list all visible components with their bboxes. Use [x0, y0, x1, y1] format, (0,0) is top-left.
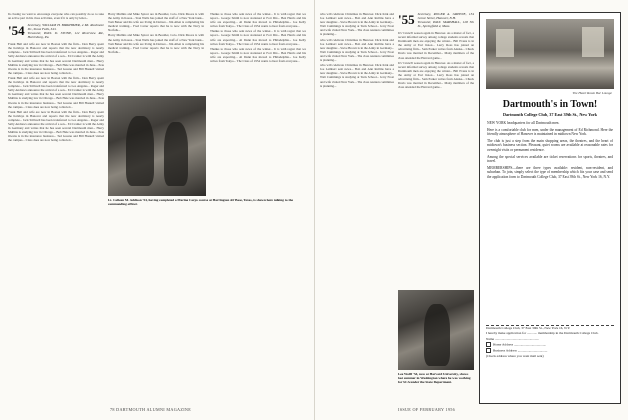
- form-business-field[interactable]: Business Address ...................................: [486, 348, 614, 354]
- form-home-label: Home Address: [493, 342, 514, 347]
- class-mark-55: '55: [398, 12, 415, 27]
- left-column-1: [8, 12, 104, 402]
- right-column-2: [398, 12, 474, 292]
- photo-caption: Lee Wolff '54, now at Harvard University, shows last summer in Washington where he was working for SCA under the State Department.: [398, 372, 471, 385]
- class-notes: Frank Hall and wife are now in Boston with the firm... Don Berry spent the holidays in Hanover and reports that the new dormitory is nearly complete... Jack Stillwell has been transferred to Los Angeles... Roger and Sally Andrews announce the arrival of a son... Ed Cramer is with the Army in Germany and writes that he has seen several Dartmouth men... Harry Mullins is studying law in Chicago... Bob Hale was married in June... Pete Owens is in the insurance business... Ted Greene and Bill Haskell visited the campus... Class dues are now being collected...: [8, 42, 104, 75]
- class-secretary: Secretary, WILLIAM H. BIRKHIMER, 4 Mt. Rushmore Dr., Sioux Falls, S.D.: [27, 23, 104, 32]
- form-note: (Check address where you want mail sent): [486, 353, 544, 358]
- class-notes: who will celebrate Christmas in Hanover. Dick Kirk and Joe Lambert sent news... Bob and Ann Rollins have a new daughter... Steve Brown is in the Army in Germany... Walt Cummings is studying at Tuck School... Jerry Frost and wife visited New York... The class reunion committee is planning...: [320, 12, 394, 37]
- class-notes: It's 'Crunch' season again in Hanover. As a matter of fact, a recent informal survey among college students reveals that Dartmouth men are enjoying the winter... Bill Evans is in the Army at Fort Knox... Larry Ross has joined an advertising firm... Sam Parker writes from Alaska... Chuck Davis was married in December... Many members of the class attended the Harvard game...: [398, 31, 474, 60]
- form-business-label: Business Address: [493, 348, 517, 353]
- class-mark-54: '54: [8, 23, 25, 39]
- class-secretary: Secretary, ROGER A. GREENE, 134 Grove Street, Hanover, N.H.: [417, 12, 474, 20]
- club-advertisement: [479, 12, 621, 404]
- class-notes-continued: Frank Hall and wife are now in Boston with the firm... Don Berry spent the holidays in Hanover and reports that the new dormitory is nearly complete... Jack Stillwell has been transferred to Los Angeles... Roger and Sally Andrews announce the arrival of a son... Ed Cramer is with the Army in Germany and writes that he has seen several Dartmouth men... Harry Mullins is studying law in Chicago... Bob Hale was married in June... Pete Owens is in the insurance business... Ted Greene and Bill Haskell visited the campus... Class dues are now being collected...: [8, 109, 104, 143]
- ad-subhead: Dartmouth College Club, 37 East 39th St., New York: [503, 112, 597, 117]
- ad-paragraph: Among the special services available are ticket reservations for sports, theatres, and travel.: [487, 154, 613, 164]
- class-notes-continued: Harry Mullins and Mike Spicer are in Boulder, Colo. Dick Moore is with the Army in Korea... Stan Wells has joined the staff of a New York bank... Tom Baker and his wife are living in Denver... Jim Allen is completing his medical training... Fred Carter reports that he is now with the Navy in Norfolk...: [108, 33, 204, 54]
- page-footer-left: 78 DARTMOUTH ALUMNI MAGAZINE: [110, 407, 192, 412]
- left-column-3: [210, 12, 306, 402]
- photo-lee-wolff: [398, 290, 474, 370]
- ad-paragraph: Here is a comfortable club for men, under the management of Ed Richmond. Here the friendly atmosphere of Hanover is maintained in midtown New York.: [487, 127, 613, 137]
- ad-paragraph: The club is just a step from the main shopping areas, the theatres, and the heart of midtown's business section. Pleasant, quiet rooms are available at reasonable rates for overnight visits or permanent residence.: [487, 138, 613, 152]
- ad-paragraph: NEW YORK headquarters for all Dartmouth men.: [487, 121, 560, 125]
- class-notes: Harry Mullins and Mike Spicer are in Boulder, Colo. Dick Moore is with the Army in Korea... Stan Wells has joined the staff of a New York bank... Tom Baker and his wife are living in Denver... Jim Allen is completing his medical training... Fred Carter reports that he is now with the Navy in Norfolk...: [108, 12, 204, 33]
- form-address: Dartmouth College Club, 37 East 39th St., New York 16, N.Y.: [486, 326, 571, 330]
- checkbox-icon[interactable]: [486, 348, 491, 353]
- bar-lounge-photo: [486, 19, 614, 89]
- page-footer-right: ISSUE OF FEBRUARY 1956: [398, 407, 456, 412]
- class-notes-continued: Thanks to those who sent news of the winter... It is with regret that we report... George Smith is now stationed at Fort Dix... Ben Harris and his wife are expecting... Al Dunn has moved to Philadelphia... Joe Kelly writes from Tokyo... The Class of 1954 wants to hear from everyone...: [210, 29, 306, 46]
- right-column-1: [320, 12, 394, 402]
- membership-application-form: [486, 325, 614, 396]
- left-column-2: [108, 12, 204, 402]
- column-intro: In closing we want to encourage everyone who can possibly do so to take an active part in his class activities, even if it is only by letter...: [8, 12, 104, 21]
- class-treasurer: Treasurer, PAUL MARSHALL, 128 5th St., Springfield 4, Mass.: [417, 20, 474, 28]
- form-application-text: I hereby make application for ............ membership in the Dartmouth College Club.: [486, 331, 599, 336]
- ad-paragraph: MEMBERSHIPS—there are three types available: resident, non-resident, and suburban. To join, simply select the type of membership which fits your case and send the application form to Dartmouth College Club, 37 East 39th St., New York 16, N.Y.: [487, 165, 613, 179]
- class-notes-continued: Frank Hall and wife are now in Boston with the firm... Don Berry spent the holidays in Hanover and reports that the new dormitory is nearly complete... Jack Stillwell has been transferred to Los Angeles... Roger and Sally Andrews announce the arrival of a son... Ed Cramer is with the Army in Germany and writes that he has seen several Dartmouth men... Harry Mullins is studying law in Chicago... Bob Hale was married in June... Pete Owens is in the insurance business... Ted Greene and Bill Haskell visited the campus... Class dues are now being collected...: [8, 75, 104, 109]
- checkbox-icon[interactable]: [486, 342, 491, 347]
- form-name-label: Name: [486, 336, 495, 341]
- class-notes-continued: who will celebrate Christmas in Hanover. Dick Kirk and Joe Lambert sent news... Bob and Ann Rollins have a new daughter... Steve Brown is in the Army in Germany... Walt Cummings is studying at Tuck School... Jerry Frost and wife visited New York... The class reunion committee is planning...: [320, 37, 394, 63]
- ad-headline: Dartmouth's in Town!: [502, 99, 598, 110]
- class-notes-continued: It's 'Crunch' season again in Hanover. As a matter of fact, a recent informal survey among college students reveals that Dartmouth men are enjoying the winter... Bill Evans is in the Army at Fort Knox... Larry Ross has joined an advertising firm... Sam Parker writes from Alaska... Chuck Davis was married in December... Many members of the class attended the Harvard game...: [398, 60, 474, 90]
- form-home-field[interactable]: Home Address ......................................: [486, 342, 614, 348]
- ad-body: [487, 121, 613, 182]
- class-notes-continued: Thanks to those who sent news of the winter... It is with regret that we report... George Smith is now stationed at Fort Dix... Ben Harris and his wife are expecting... Al Dunn has moved to Philadelphia... Joe Kelly writes from Tokyo... The Class of 1954 wants to hear from everyone...: [210, 46, 306, 64]
- photo-caption: Lt. Colleen M. Addison '54, having completed a Marine Corps course at Harrington AF Base, Texas, is shown here talking to the commanding officer.: [108, 198, 293, 207]
- form-name-field[interactable]: Name ....................................................: [486, 336, 540, 341]
- class-treasurer: Treasurer, PAUL D. STONE, 112 Riverview Rd., Harrisburg, Pa.: [27, 31, 104, 40]
- class-notes-continued: who will celebrate Christmas in Hanover. Dick Kirk and Joe Lambert sent news... Bob and Ann Rollins have a new daughter... Steve Brown is in the Army in Germany... Walt Cummings is studying at Tuck School... Jerry Frost and wife visited New York... The class reunion committee is planning...: [320, 63, 394, 88]
- photo-lt-addison: [108, 96, 206, 196]
- right-page: [314, 0, 628, 420]
- class-notes: Thanks to those who sent news of the winter... It is with regret that we report... George Smith is now stationed at Fort Dix... Ben Harris and his wife are expecting... Al Dunn has moved to Philadelphia... Joe Kelly writes from Tokyo... The Class of 1954 wants to hear from everyone...: [210, 12, 306, 29]
- ad-photo-caption: The Heart Room Bar Lounge: [572, 91, 612, 95]
